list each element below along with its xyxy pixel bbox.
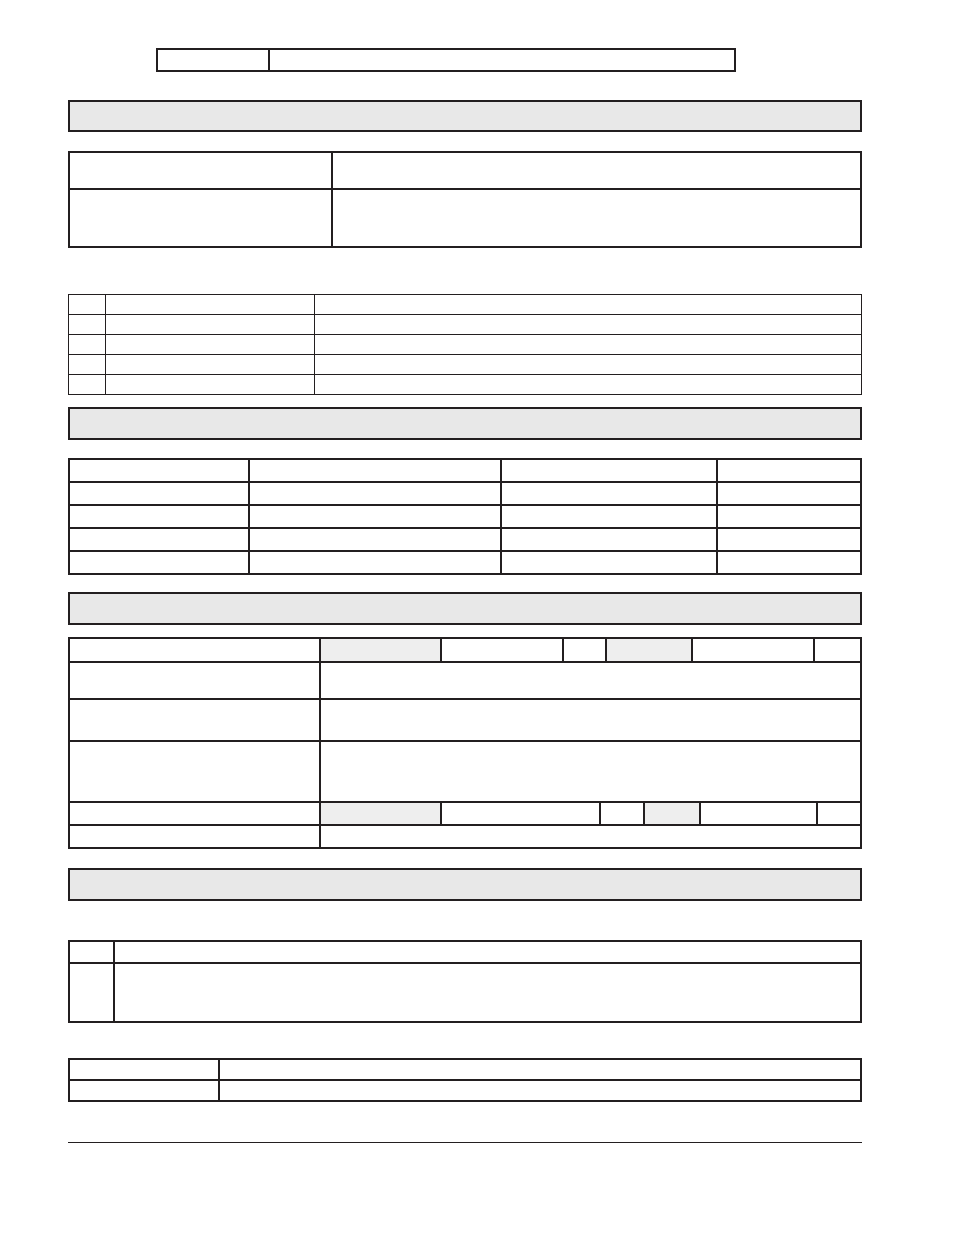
list-cell [315,315,862,335]
notes-label-cell [69,963,114,1022]
table-cell [717,528,861,551]
info-value-cell [332,152,861,189]
list-cell [106,315,315,335]
form-cell-divider [440,639,442,661]
form-shaded-cell [321,803,440,824]
table-cell [69,505,249,528]
table-cell [69,528,249,551]
table-cell [69,482,249,505]
form-cell-divider [691,639,693,661]
section-4-signoff-table [68,1058,862,1102]
section-4-notes-box [68,940,862,1023]
form-row-line [70,824,860,826]
signoff-value-cell [219,1080,861,1101]
form-shaded-cell [645,803,699,824]
list-cell [106,355,315,375]
info-label-cell [69,152,332,189]
table-cell [501,551,717,574]
table-cell [717,482,861,505]
list-cell [106,295,315,315]
list-cell [69,375,106,395]
list-cell [69,295,106,315]
list-cell [69,315,106,335]
table-cell [501,482,717,505]
list-cell [315,375,862,395]
list-cell [106,335,315,355]
table-cell [501,528,717,551]
header-right-cell [269,49,735,71]
section-3-form-box [68,637,862,849]
form-cell-divider [816,803,818,824]
section-1-info-box [68,151,862,248]
form-cell-divider [699,803,701,824]
form-cell-divider [599,803,601,824]
form-shaded-cell [607,639,691,661]
form-cell-divider [440,803,442,824]
table-cell [249,528,501,551]
footer-rule [68,1142,862,1143]
section-1-list-table [68,294,862,395]
table-cell [69,551,249,574]
notes-value-cell [114,941,861,963]
form-cell-divider [562,639,564,661]
notes-value-cell [114,963,861,1022]
table-cell [249,551,501,574]
header-box [156,48,736,72]
table-cell [717,459,861,482]
table-cell [501,505,717,528]
section-3-header [68,592,862,625]
table-cell [249,505,501,528]
form-shaded-cell [321,639,440,661]
table-cell [249,459,501,482]
signoff-label-cell [69,1059,219,1080]
header-left-cell [157,49,269,71]
list-cell [315,295,862,315]
table-cell [249,482,501,505]
info-label-cell [69,189,332,247]
footer-text [68,1148,862,1162]
list-cell [69,355,106,375]
form-row-line [70,698,860,700]
signoff-value-cell [219,1059,861,1080]
list-cell [315,355,862,375]
table-cell [501,459,717,482]
section-2-table [68,458,862,575]
section-4-header [68,868,862,901]
section-1-header [68,100,862,132]
signoff-label-cell [69,1080,219,1101]
table-cell [717,505,861,528]
list-cell [315,335,862,355]
table-cell [717,551,861,574]
info-value-cell [332,189,861,247]
table-cell [69,459,249,482]
list-cell [106,375,315,395]
form-row-line [70,801,860,803]
section-2-header [68,407,862,440]
list-cell [69,335,106,355]
form-row-line [70,661,860,663]
notes-label-cell [69,941,114,963]
form-row-line [70,740,860,742]
form-cell-divider [813,639,815,661]
